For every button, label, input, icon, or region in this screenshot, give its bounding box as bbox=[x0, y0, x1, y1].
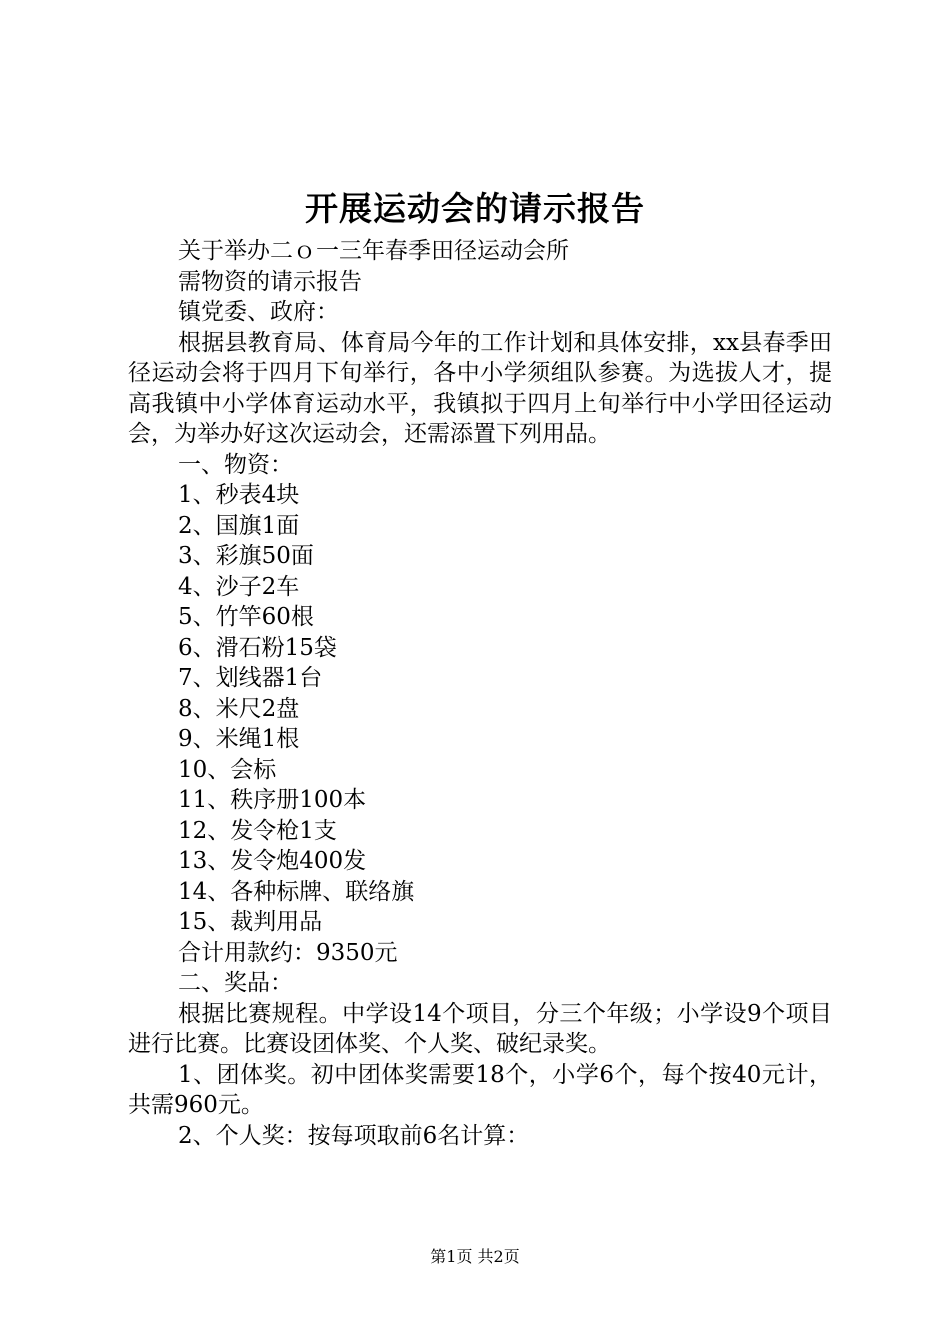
material-item: 11、秩序册100本 bbox=[178, 787, 367, 813]
material-item: 1、秒表4块 bbox=[178, 482, 300, 508]
section-heading-materials: 一、物资： bbox=[178, 451, 293, 478]
material-item: 7、划线器1台 bbox=[178, 665, 323, 691]
section-heading-awards: 二、奖品： bbox=[178, 970, 293, 996]
individual-award-line: 2、个人奖：按每项取前6名计算： bbox=[178, 1122, 530, 1149]
material-item: 10、会标 bbox=[178, 756, 277, 783]
material-item: 8、米尺2盘 bbox=[178, 695, 300, 722]
team-award-paragraph: 1、团体奖。初中团体奖需要18个，小学6个，每个按40元计，共需960元。 bbox=[128, 1061, 832, 1118]
material-item: 14、各种标牌、联络旗 bbox=[178, 878, 415, 905]
page-footer: 第1页 共2页 bbox=[430, 1247, 520, 1266]
subtitle-line-2: 需物资的请示报告 bbox=[178, 268, 362, 295]
subtitle-line-1: 关于举办二ｏ一三年春季田径运动会所 bbox=[178, 238, 569, 264]
material-item: 13、发令炮400发 bbox=[178, 848, 367, 874]
awards-paragraph: 根据比赛规程。中学设14个项目，分三个年级；小学设9个项目进行比赛。比赛设团体奖、个人奖、破纪录奖。 bbox=[128, 1000, 832, 1057]
material-item: 6、滑石粉15袋 bbox=[178, 634, 337, 661]
material-item: 12、发令枪1支 bbox=[178, 817, 337, 844]
salutation: 镇党委、政府： bbox=[178, 299, 339, 325]
document-title: 开展运动会的请示报告 bbox=[305, 189, 645, 228]
material-item: 3、彩旗50面 bbox=[178, 543, 314, 569]
materials-total: 合计用款约：9350元 bbox=[178, 939, 398, 966]
material-item: 5、竹竿60根 bbox=[178, 604, 314, 630]
intro-paragraph: 根据县教育局、体育局今年的工作计划和具体安排，xx县春季田径运动会将于四月下旬举行，各中小学须组队参赛。为选拔人才，提高我镇中小学体育运动水平，我镇拟于四月上旬举行中小学田径运动会，为举办好这次运动会，还需添置下列用品。 bbox=[128, 329, 832, 447]
material-item: 4、沙子2车 bbox=[178, 573, 300, 600]
material-item: 15、裁判用品 bbox=[178, 909, 323, 935]
material-item: 2、国旗1面 bbox=[178, 512, 300, 539]
material-item: 9、米绳1根 bbox=[178, 726, 300, 752]
document-body bbox=[128, 236, 832, 1151]
